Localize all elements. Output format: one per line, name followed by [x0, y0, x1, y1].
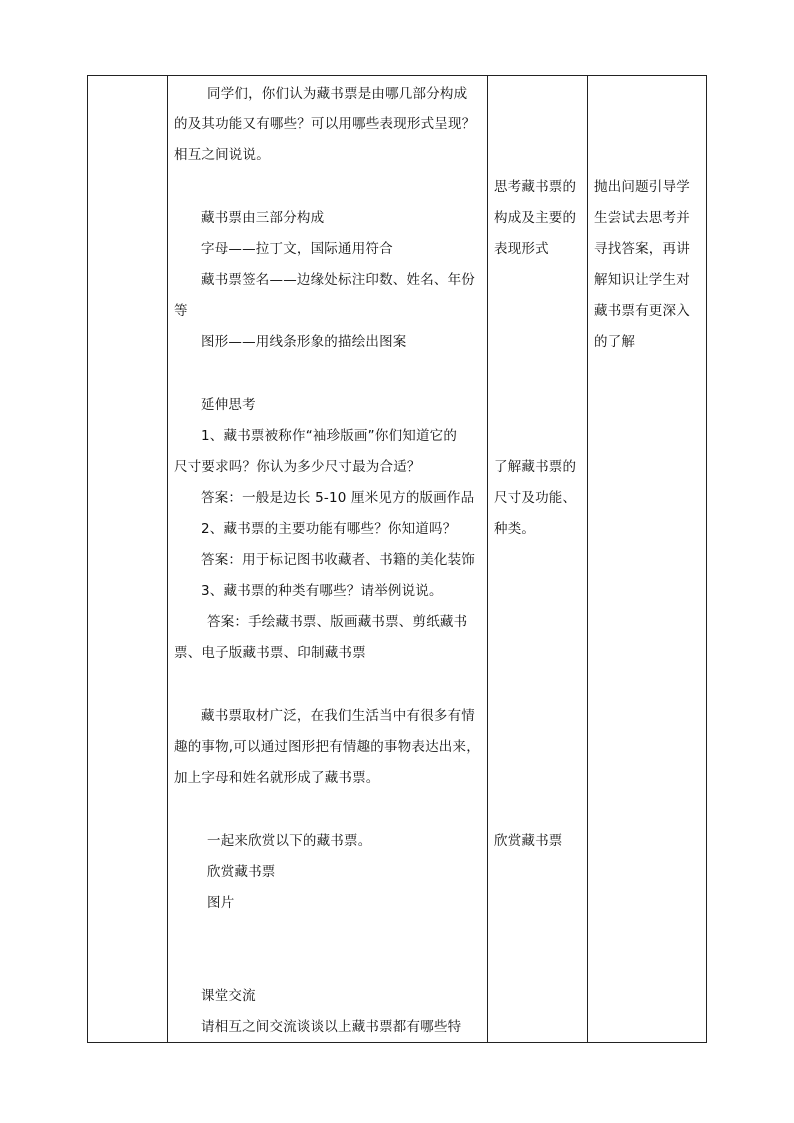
- text-line: 藏书票有更深入: [594, 303, 690, 319]
- table-bottom-border: [87, 1042, 707, 1043]
- text-line: 课堂交流: [201, 988, 256, 1004]
- table-left-border: [87, 75, 88, 1043]
- column-divider-2: [487, 75, 488, 1043]
- text-line: 解知识让学生对: [594, 272, 690, 288]
- table-top-border: [87, 75, 707, 76]
- text-line: 图形——用线条形象的描绘出图案: [201, 334, 407, 350]
- text-line: 3、藏书票的种类有哪些？请举例说说。: [201, 583, 443, 599]
- text-line: 欣赏藏书票: [207, 864, 276, 880]
- text-line: 种类。: [494, 521, 536, 537]
- text-line: 藏书票取材广泛，在我们生活当中有很多有情: [201, 708, 475, 724]
- text-line: 图片: [207, 895, 235, 911]
- text-line: 欣赏藏书票: [494, 833, 563, 849]
- text-line: 表现形式: [494, 241, 549, 257]
- text-line: 字母——拉丁文，国际通用符合: [201, 241, 393, 257]
- text-line: 2、藏书票的主要功能有哪些？你知道吗？: [201, 521, 457, 537]
- text-line: 1、藏书票被称作“袖珍版画”你们知道它的: [201, 428, 458, 444]
- text-line: 尺寸要求吗？你认为多少尺寸最为合适？: [174, 459, 421, 475]
- text-line: 寻找答案，再讲: [594, 241, 690, 257]
- text-line: 的了解: [594, 334, 636, 350]
- text-line: 相互之间说说。: [174, 147, 270, 163]
- text-line: 尺寸及功能、: [494, 490, 577, 506]
- text-line: 构成及主要的: [494, 210, 577, 226]
- text-line: 票、电子版藏书票、印制藏书票: [174, 645, 366, 661]
- text-line: 抛出问题引导学: [594, 179, 690, 195]
- text-line: 加上字母和姓名就形成了藏书票。: [174, 770, 380, 786]
- text-line: 等: [174, 303, 188, 319]
- text-line: 同学们，你们认为藏书票是由哪几部分构成: [207, 86, 468, 102]
- text-line: 趣的事物,可以通过图形把有情趣的事物表达出来，: [174, 739, 480, 755]
- text-line: 一起来欣赏以下的藏书票。: [207, 833, 372, 849]
- text-line: 思考藏书票的: [494, 179, 577, 195]
- text-line: 答案：用于标记图书收藏者、书籍的美化装饰: [201, 552, 475, 568]
- text-line: 生尝试去思考并: [594, 210, 690, 226]
- text-line: 延伸思考: [201, 397, 256, 413]
- text-line: 答案：手绘藏书票、版画藏书票、剪纸藏书: [207, 614, 468, 630]
- text-line: 的及其功能又有哪些？可以用哪些表现形式呈现？: [174, 116, 476, 132]
- text-line: 藏书票由三部分构成: [201, 210, 325, 226]
- text-line: 藏书票签名——边缘处标注印数、姓名、年份: [201, 272, 475, 288]
- text-line: 了解藏书票的: [494, 459, 577, 475]
- column-divider-1: [167, 75, 168, 1043]
- text-line: 请相互之间交流谈谈以上藏书票都有哪些特: [201, 1019, 462, 1035]
- column-divider-3: [587, 75, 588, 1043]
- table-right-border: [706, 75, 707, 1043]
- text-line: 答案：一般是边长 5-10 厘米见方的版画作品: [201, 490, 475, 506]
